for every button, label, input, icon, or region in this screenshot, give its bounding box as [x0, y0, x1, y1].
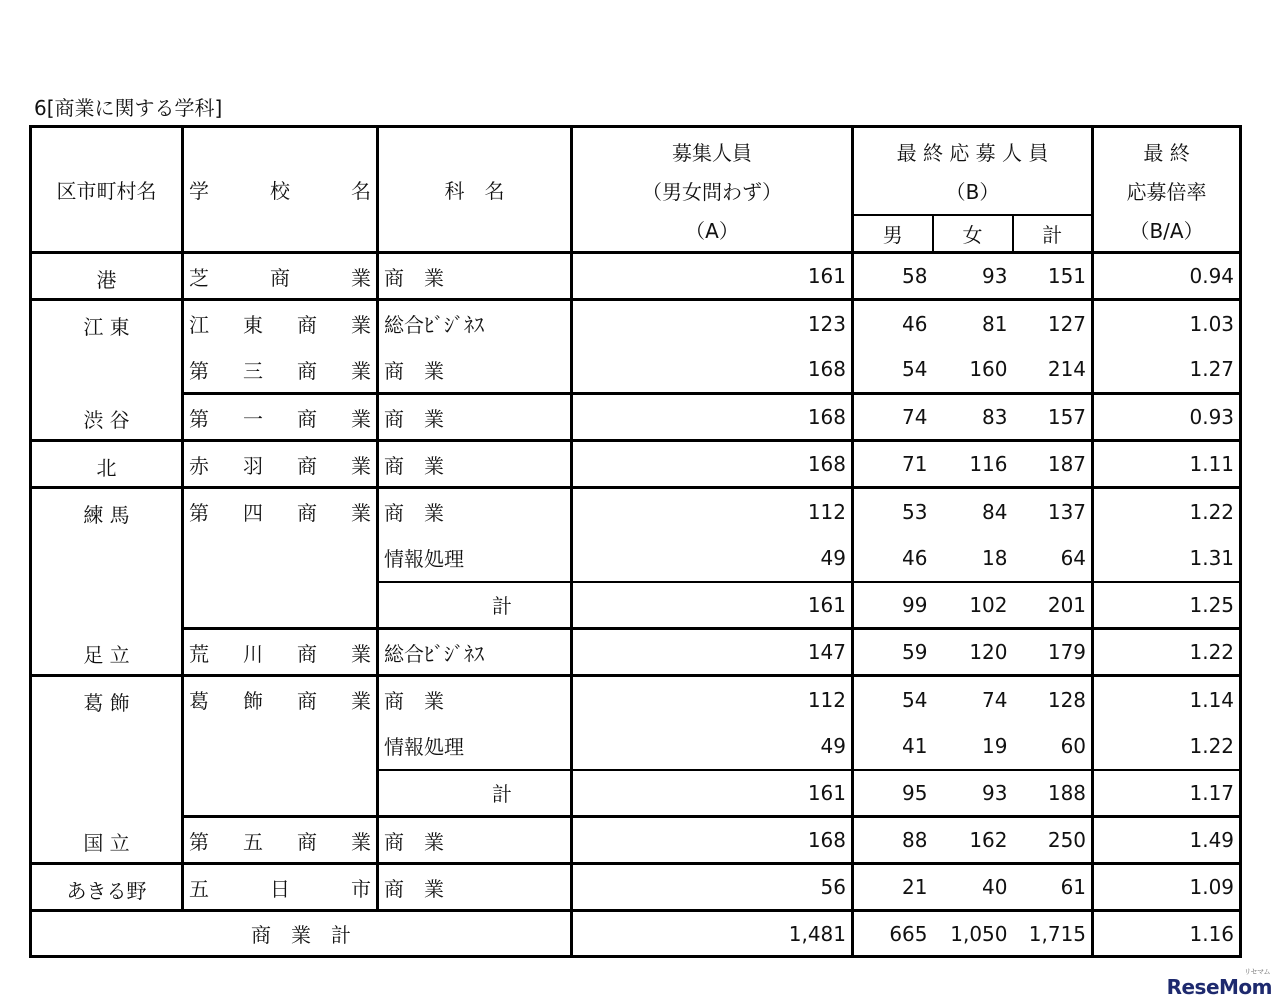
- female-cell: 116: [933, 441, 1013, 488]
- school-name-char: 商: [297, 689, 317, 714]
- resemom-logo: [1166, 968, 1272, 999]
- female-cell: 84: [982, 499, 1008, 524]
- header-quota-note: （男女問わず）: [642, 180, 782, 204]
- quota-cell: 161: [572, 582, 853, 629]
- ratio-cell: 1.22: [1093, 488, 1241, 535]
- logo-kana: リセマム: [1244, 968, 1270, 976]
- table-row: [31, 676, 1241, 723]
- school-cell: [183, 347, 378, 394]
- school-name-char: 業: [351, 689, 371, 714]
- header-applicants-label: 最 終 応 募 人 員: [896, 141, 1049, 165]
- school-name-char: 商: [297, 406, 317, 431]
- header-ratio: [1093, 127, 1241, 253]
- ratio-cell: 1.22: [1093, 723, 1241, 770]
- school-name-char: 商: [297, 313, 317, 338]
- school-name-char: 業: [351, 313, 371, 338]
- quota-cell: 168: [572, 817, 853, 864]
- ratio-cell: 1.14: [1093, 676, 1241, 723]
- course-name: 計: [492, 594, 512, 619]
- school-name-char: 三: [243, 358, 263, 383]
- quota-cell: 168: [572, 441, 853, 488]
- course-name: 情報処理: [384, 547, 464, 571]
- subtotal-row: [31, 770, 1241, 817]
- female-cell: 102: [933, 582, 1013, 629]
- school-name: [189, 638, 371, 667]
- school-name-char: 四: [243, 501, 263, 526]
- course-cell: [378, 582, 572, 629]
- quota-cell: 161: [572, 253, 853, 300]
- school-name-char: 商: [270, 265, 290, 290]
- female-cell: 74: [982, 687, 1008, 712]
- school-cell: [183, 770, 378, 817]
- table-row: [31, 253, 1241, 300]
- ratio-cell: 1.25: [1093, 582, 1241, 629]
- school-cell: [183, 535, 378, 582]
- grand-total-male: 665: [889, 921, 928, 946]
- header-quota-code: （A）: [685, 219, 739, 243]
- header-total: 計: [1013, 215, 1093, 253]
- course-cell: [378, 864, 572, 911]
- quota-cell: 161: [572, 770, 853, 817]
- school-name-char: 商: [297, 358, 317, 383]
- course-cell: [378, 535, 572, 582]
- quota-cell: 49: [572, 535, 853, 582]
- school-cell: [183, 394, 378, 441]
- school-name-char: 商: [297, 641, 317, 666]
- male-cell: 54: [902, 687, 928, 712]
- school-name-char: 一: [243, 406, 263, 431]
- school-name-char: 業: [351, 641, 371, 666]
- school-name-char: 芝: [189, 265, 209, 290]
- quota-cell: 112: [572, 488, 853, 535]
- total-cell: 214: [1013, 347, 1093, 394]
- ratio-cell: 1.22: [1093, 629, 1241, 676]
- table-row: [31, 817, 1241, 864]
- ratio-cell: 0.94: [1093, 253, 1241, 300]
- school-name: [189, 497, 371, 526]
- course-name: 商 業: [384, 406, 444, 431]
- school-name: [189, 403, 371, 432]
- quota-cell: 168: [572, 347, 853, 394]
- ratio-cell: 1.09: [1093, 864, 1241, 911]
- table-row: [31, 441, 1241, 488]
- male-cell: 46: [902, 311, 928, 336]
- male-cell: 99: [853, 582, 933, 629]
- school-cell: [183, 488, 378, 535]
- male-cell: 74: [853, 394, 933, 441]
- subtotal-row: [31, 582, 1241, 629]
- male-cell: 59: [853, 629, 933, 676]
- school-name-char: 業: [351, 453, 371, 478]
- school-name-char: 葛: [189, 689, 209, 714]
- table-caption: 6[商業に関する学科]: [34, 96, 223, 120]
- total-cell: 128: [1013, 676, 1093, 723]
- quota-cell: 56: [572, 864, 853, 911]
- header-female: 女: [933, 215, 1013, 253]
- total-cell: 187: [1013, 441, 1093, 488]
- district-cell: 足 立: [31, 629, 183, 676]
- female-cell: 162: [933, 817, 1013, 864]
- school-name-char: 業: [351, 501, 371, 526]
- school-name: [189, 450, 371, 479]
- school-cell: [183, 300, 378, 347]
- school-name-char: 業: [351, 829, 371, 854]
- ratio-cell: 1.03: [1093, 300, 1241, 347]
- header-ratio-label2: 応募倍率: [1126, 180, 1207, 204]
- admissions-table: [29, 125, 1242, 958]
- course-name: 商 業: [384, 265, 444, 290]
- ratio-cell: 1.17: [1093, 770, 1241, 817]
- male-cell: 54: [853, 347, 933, 394]
- table-row: [31, 347, 1241, 394]
- total-cell: 201: [1013, 582, 1093, 629]
- school-cell: [183, 253, 378, 300]
- district-cell: 国 立: [31, 817, 183, 864]
- logo-text: ReseMom: [1166, 975, 1272, 999]
- course-cell: [378, 441, 572, 488]
- course-name: 商 業: [384, 453, 444, 478]
- header-quota-label: 募集人員: [672, 141, 752, 165]
- female-cell: 120: [933, 629, 1013, 676]
- female-cell: 81: [982, 311, 1008, 336]
- female-cell: 93: [933, 770, 1013, 817]
- course-name: 総合ﾋﾞｼﾞﾈｽ: [384, 641, 484, 666]
- school-name-char: 業: [351, 358, 371, 383]
- school-cell: [183, 582, 378, 629]
- header-district: 区市町村名: [31, 127, 183, 253]
- ratio-cell: 1.31: [1093, 535, 1241, 582]
- district-cell: あきる野: [31, 864, 183, 911]
- table-row: [31, 723, 1241, 770]
- header-applicants: [853, 127, 1093, 215]
- table-row: [31, 629, 1241, 676]
- female-cell: 18: [933, 535, 1013, 582]
- school-cell: [183, 629, 378, 676]
- male-cell: 95: [853, 770, 933, 817]
- grand-total-female: 1,050: [950, 921, 1008, 946]
- school-name-char: 五: [189, 876, 209, 901]
- table-row: [31, 535, 1241, 582]
- header-ratio-code: （B/A）: [1129, 219, 1204, 243]
- header-school-char: 名: [351, 179, 371, 203]
- school-name-char: 商: [297, 829, 317, 854]
- table-body: [31, 127, 1241, 957]
- school-name-char: 江: [189, 313, 209, 338]
- course-name: 商 業: [384, 358, 444, 383]
- course-cell: [378, 770, 572, 817]
- school-name-char: 業: [351, 265, 371, 290]
- course-name: 商 業: [384, 689, 444, 714]
- quota-cell: 168: [572, 394, 853, 441]
- course-cell: [378, 676, 572, 723]
- total-cell: 250: [1013, 817, 1093, 864]
- school-name-char: 荒: [189, 641, 209, 666]
- total-cell: 151: [1013, 253, 1093, 300]
- male-cell: 71: [853, 441, 933, 488]
- school-name-char: 第: [189, 358, 209, 383]
- school-name-char: 飾: [243, 689, 263, 714]
- school-name-char: 第: [189, 829, 209, 854]
- school-name-char: 五: [243, 829, 263, 854]
- course-name: 商 業: [384, 876, 444, 901]
- total-cell: 127: [1013, 300, 1093, 347]
- male-cell: 21: [853, 864, 933, 911]
- ratio-cell: 1.11: [1093, 441, 1241, 488]
- grand-total-row: [31, 911, 1241, 957]
- school-cell: [183, 864, 378, 911]
- course-cell: [378, 394, 572, 441]
- course-cell: [378, 300, 572, 347]
- header-school: [183, 127, 378, 253]
- school-name-char: 日: [270, 876, 290, 901]
- ratio-cell: 1.27: [1093, 347, 1241, 394]
- school-name: [189, 873, 371, 902]
- table-row: [31, 864, 1241, 911]
- school-name: [189, 826, 371, 855]
- school-name-char: 商: [297, 501, 317, 526]
- total-cell: 157: [1013, 394, 1093, 441]
- grand-total-quota: 1,481: [572, 911, 853, 957]
- female-cell: 83: [933, 394, 1013, 441]
- school-name-char: 第: [189, 501, 209, 526]
- course-cell: [378, 629, 572, 676]
- female-cell: 160: [933, 347, 1013, 394]
- course-name: 商 業: [384, 501, 444, 526]
- male-cell: 88: [853, 817, 933, 864]
- school-cell: [183, 817, 378, 864]
- header-school-char: 学: [189, 179, 209, 203]
- course-cell: [378, 817, 572, 864]
- header-applicants-code: （B）: [945, 180, 1000, 204]
- school-name-char: 赤: [189, 453, 209, 478]
- grand-total-total: 1,715: [1013, 911, 1093, 957]
- table-row: [31, 300, 1241, 347]
- header-school-char: 校: [270, 179, 290, 203]
- school-name-char: 川: [243, 641, 263, 666]
- grand-total-label: 商 業 計: [31, 911, 572, 957]
- district-cell: 北: [31, 441, 183, 488]
- district-cell: 練 馬: [31, 488, 183, 629]
- course-name: 情報処理: [384, 735, 464, 759]
- total-cell: 60: [1013, 723, 1093, 770]
- course-cell: [378, 723, 572, 770]
- district-cell: 葛 飾: [31, 676, 183, 817]
- school-name: [189, 262, 371, 291]
- course-cell: [378, 347, 572, 394]
- school-name-char: 市: [351, 876, 371, 901]
- school-name: [189, 355, 371, 384]
- school-name-char: 羽: [243, 453, 263, 478]
- school-cell: [183, 676, 378, 723]
- grand-total-ratio: 1.16: [1093, 911, 1241, 957]
- school-name: [189, 685, 371, 714]
- school-name-char: 業: [351, 406, 371, 431]
- course-name: 総合ﾋﾞｼﾞﾈｽ: [384, 313, 484, 338]
- district-cell: 港: [31, 253, 183, 300]
- header-ratio-label1: 最 終: [1143, 141, 1190, 165]
- table-row: [31, 488, 1241, 535]
- course-cell: [378, 253, 572, 300]
- ratio-cell: 0.93: [1093, 394, 1241, 441]
- district-cell: 渋 谷: [31, 394, 183, 441]
- female-cell: 40: [933, 864, 1013, 911]
- total-cell: 179: [1013, 629, 1093, 676]
- male-cell: 58: [853, 253, 933, 300]
- total-cell: 188: [1013, 770, 1093, 817]
- ratio-cell: 1.49: [1093, 817, 1241, 864]
- quota-cell: 123: [572, 300, 853, 347]
- header-course: 科 名: [378, 127, 572, 253]
- header-row: [31, 127, 1241, 215]
- total-cell: 137: [1013, 488, 1093, 535]
- course-name: 商 業: [384, 829, 444, 854]
- female-cell: 19: [933, 723, 1013, 770]
- quota-cell: 147: [572, 629, 853, 676]
- header-male: 男: [853, 215, 933, 253]
- header-quota: [572, 127, 853, 253]
- school-name-char: 東: [243, 313, 263, 338]
- course-cell: [378, 488, 572, 535]
- female-cell: 93: [933, 253, 1013, 300]
- quota-cell: 112: [572, 676, 853, 723]
- school-cell: [183, 723, 378, 770]
- male-cell: 41: [853, 723, 933, 770]
- school-name-char: 商: [297, 453, 317, 478]
- district-cell: 江 東: [31, 300, 183, 394]
- total-cell: 61: [1013, 864, 1093, 911]
- school-cell: [183, 441, 378, 488]
- course-name: 計: [492, 782, 512, 807]
- school-name-char: 第: [189, 406, 209, 431]
- male-cell: 46: [853, 535, 933, 582]
- quota-cell: 49: [572, 723, 853, 770]
- table-row: [31, 394, 1241, 441]
- school-name: [189, 309, 371, 338]
- male-cell: 53: [902, 499, 928, 524]
- total-cell: 64: [1013, 535, 1093, 582]
